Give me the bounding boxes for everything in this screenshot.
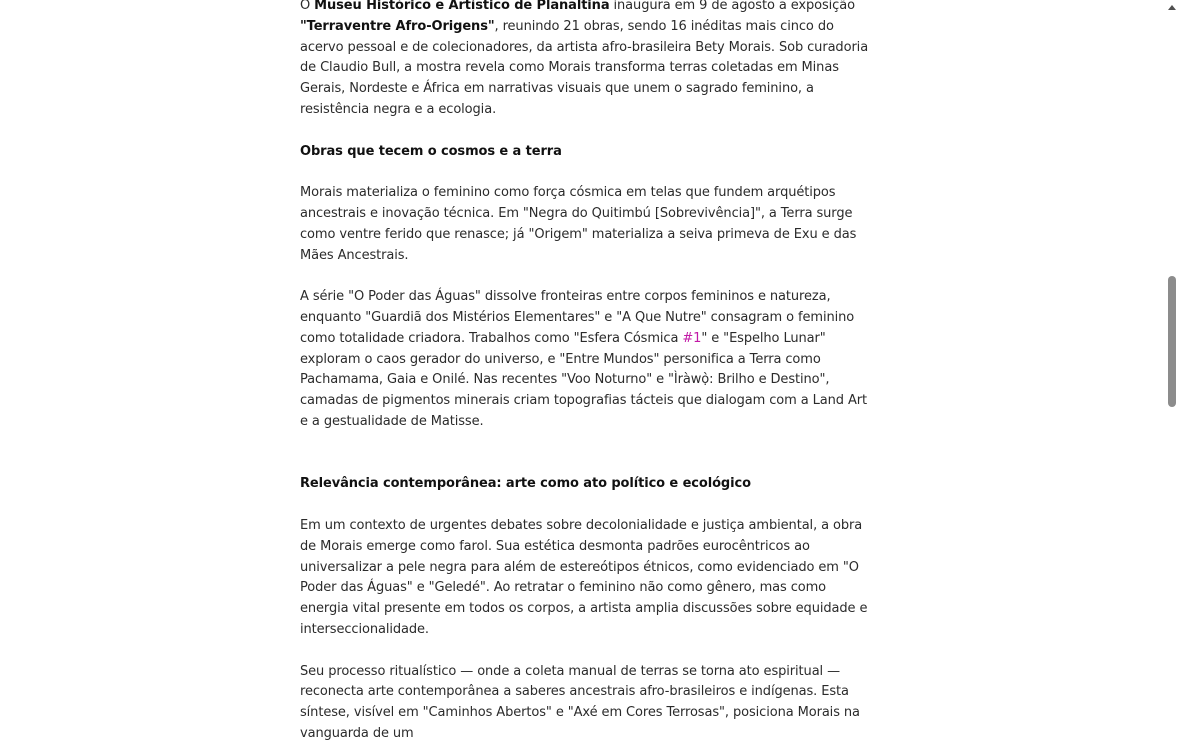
- spacer: [300, 433, 870, 475]
- intro-mid-text: inaugura em 9 de agosto a exposição: [609, 0, 855, 13]
- article-body: [300, 0, 870, 745]
- paragraph-ritual-process: Seu processo ritualístico — onde a coleta manual de terras se torna ato espiritual — reconecta arte contemporânea a saberes ancestrais afro-brasileiros e indígenas. Esta síntese, visível em "Caminhos Abertos" e "Axé em Cores Terrosas", posiciona Morais na vanguarda de um: [300, 663, 860, 741]
- paragraph-decoloniality: Em um contexto de urgentes debates sobre decolonialidade e justiça ambiental, a obra de Morais emerge como farol. Sua estética desmonta padrões eurocêntricos ao universalizar a pele negra para além de estereótipos étnicos, como evidenciado em "O Poder das Águas" e "Geledé". Ao retratar o feminino não como gênero, mas como energia vital presente em todos os corpos, a artista amplia discussões sobre equidade e interseccionalidade.: [300, 517, 868, 637]
- section-heading-relevance: Relevância contemporânea: arte como ato político e ecológico: [300, 476, 751, 492]
- section-heading-cosmos: Obras que tecem o cosmos e a terra: [300, 143, 562, 159]
- paragraph-series-waters: [300, 287, 870, 433]
- intro-rest-text: , reunindo 21 obras, sendo 16 inéditas mais cinco do acervo pessoal e de colecionadores, da artista afro-brasileira Bety Morais. Sob curadoria de Claudio Bull, a mostra revela como Morais transforma terras coletadas em Minas Gerais, Nordeste e África em narrativas visuais que unem o sagrado feminino, a resistência negra e a ecologia.: [300, 18, 869, 117]
- scroll-up-arrow-icon[interactable]: [1168, 5, 1176, 10]
- intro-text: O: [300, 0, 315, 13]
- spacer: [300, 495, 870, 516]
- exhibition-name: "Terraventre Afro-Origens": [300, 18, 495, 34]
- spacer: [300, 162, 870, 183]
- spacer: [300, 641, 870, 662]
- spacer: [300, 266, 870, 287]
- museum-name: Museu Histórico e Artístico de Planaltina: [314, 0, 610, 13]
- series-text-after: " e "Espelho Lunar" exploram o caos gerador do universo, e "Entre Mundos" personifica a Terra como Pachamama, Gaia e Onilé. Nas recentes "Voo Noturno" e "Ìràwọ̀: Brilho e Destino", camadas de pigmentos minerais criam topografias tácteis que dialogam com a Land Art e a gestualidade de Matisse.: [300, 330, 868, 429]
- series-text-before: A série "O Poder das Águas" dissolve fronteiras entre corpos femininos e natureza, enquanto "Guardiã dos Mistérios Elementares" e "A Que Nutre" consagram o feminino como totalidade criadora. Trabalhos como "Esfera Cósmica: [300, 289, 855, 346]
- intro-paragraph: [300, 0, 870, 121]
- vertical-scrollbar[interactable]: [1164, 0, 1181, 640]
- paragraph-feminine-cosmic: Morais materializa o feminino como força cósmica em telas que fundem arquétipos ancestrais e inovação técnica. Em "Negra do Quitimbú [Sobrevivência]", a Terra surge como ventre ferido que renasce; já "Origem" materializa a seiva primeva de Exu e das Mães Ancestrais.: [300, 185, 857, 263]
- scrollbar-thumb[interactable]: [1168, 276, 1176, 407]
- hashtag-link[interactable]: #1: [682, 330, 702, 346]
- spacer: [300, 121, 870, 142]
